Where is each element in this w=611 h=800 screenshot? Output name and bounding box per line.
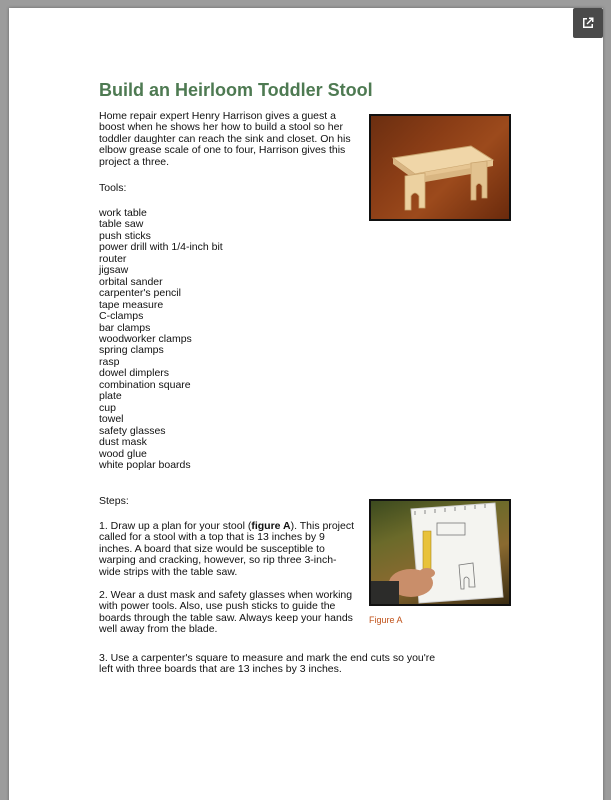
step-1-text-end: ). This project called for a stool with a top that is 13 inches by 9 inches. A board that size would be susceptible to warping and cracking, however, so rip three 3-inch-wide strips with the table saw. — [99, 520, 355, 578]
list-item: woodworker clamps — [99, 332, 192, 345]
list-item: carpenter's pencil — [99, 287, 181, 300]
page-title: Build an Heirloom Toddler Stool — [99, 80, 373, 100]
steps-heading: Steps: — [99, 495, 129, 507]
list-item: towel — [99, 413, 124, 426]
figure-a-reference: figure A — [251, 520, 291, 532]
tools-list — [99, 208, 223, 471]
list-item: orbital sander — [99, 275, 163, 288]
list-item: plate — [99, 390, 122, 403]
list-item: C-clamps — [99, 310, 144, 323]
list-item: dowel dimplers — [99, 367, 170, 380]
list-item: table saw — [99, 218, 144, 231]
document-page — [9, 8, 603, 800]
list-item: power drill with 1/4-inch bit — [99, 241, 223, 254]
tools-heading: Tools: — [99, 182, 127, 194]
list-item: safety glasses — [99, 424, 166, 437]
list-item: combination square — [99, 378, 191, 391]
stool-photo — [369, 114, 511, 221]
list-item: cup — [99, 401, 116, 414]
figure-a-photo — [369, 499, 511, 606]
stool-illustration — [371, 116, 509, 219]
list-item: router — [99, 252, 127, 265]
step-1 — [99, 521, 355, 578]
list-item: white poplar boards — [99, 458, 191, 471]
intro-paragraph: Home repair expert Henry Harrison gives a guest a boost when he shows her how to build a stool so her toddler daughter can reach the sink and closet. On his elbow grease scale of one to four, Harrison gives this project a three. — [99, 110, 351, 168]
drawing-plan-illustration — [371, 501, 509, 604]
list-item: work table — [99, 207, 147, 219]
list-item: spring clamps — [99, 344, 164, 357]
list-item: tape measure — [99, 298, 164, 311]
list-item: push sticks — [99, 229, 151, 242]
list-item: wood glue — [99, 447, 147, 460]
step-3: 3. Use a carpenter's square to measure and mark the end cuts so you're left with three boards that are 13 inches by 3 inches. — [99, 652, 436, 676]
list-item: rasp — [99, 355, 120, 368]
list-item: dust mask — [99, 436, 147, 449]
figure-a-caption: Figure A — [369, 615, 403, 625]
step-2: 2. Wear a dust mask and safety glasses when working with power tools. Also, use push sticks to guide the boards through the table saw. Always keep your hands well away from the blade. — [99, 589, 353, 636]
list-item: jigsaw — [99, 264, 129, 277]
open-in-new-icon — [580, 15, 596, 31]
step-1-text-start: 1. Draw up a plan for your stool ( — [99, 520, 252, 532]
list-item: bar clamps — [99, 321, 151, 334]
open-in-new-button[interactable] — [573, 8, 603, 38]
